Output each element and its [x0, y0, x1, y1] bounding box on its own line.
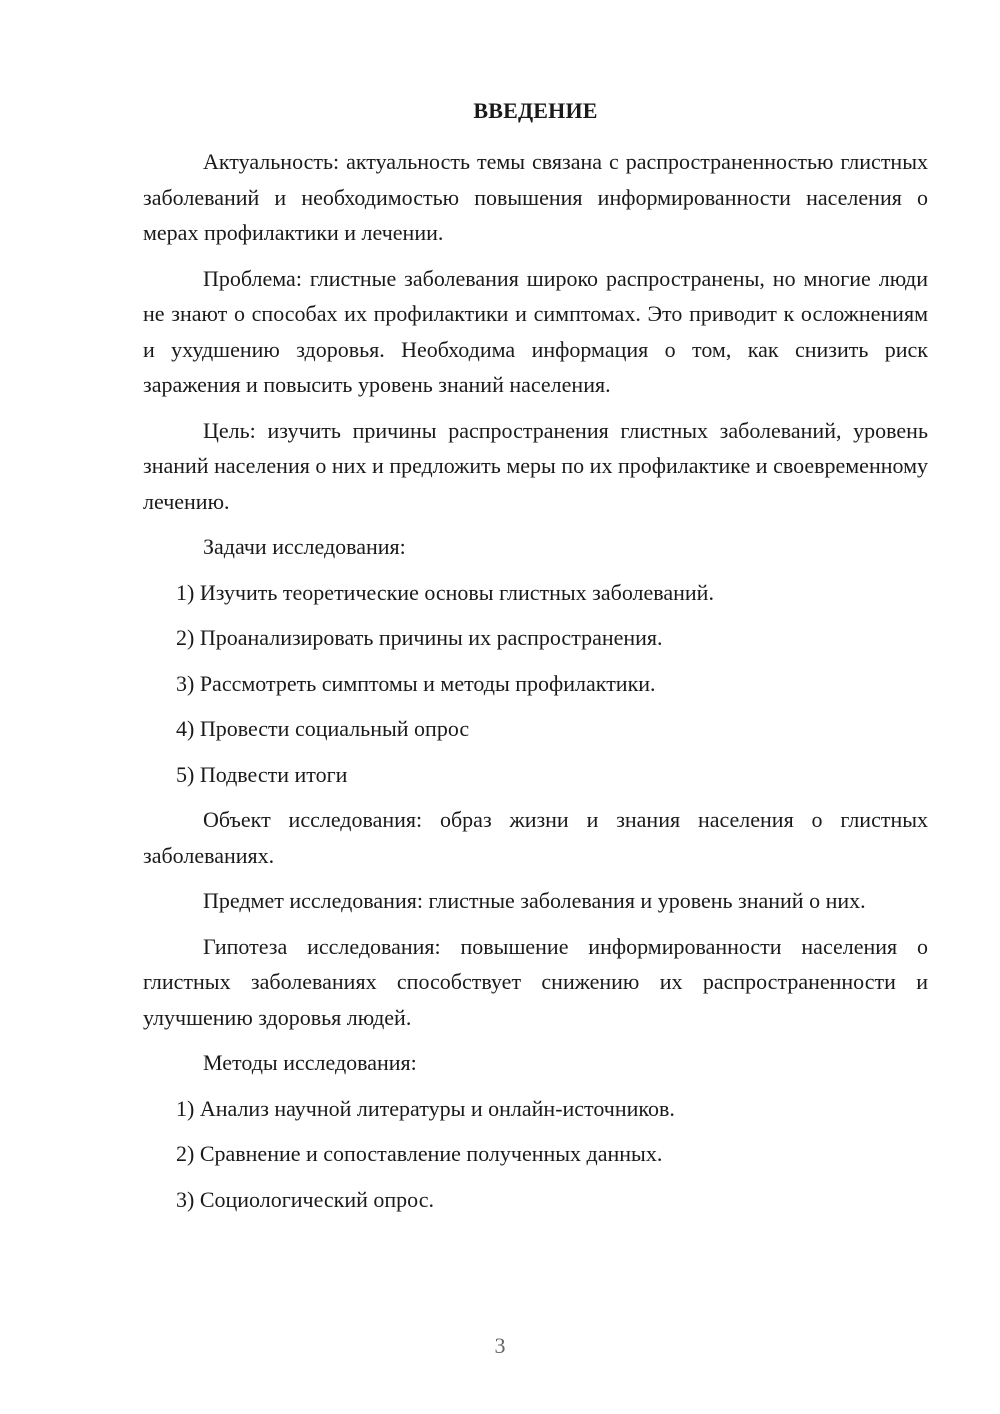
methods-label: Методы исследования:: [203, 1050, 417, 1075]
method-item: 1) Анализ научной литературы и онлайн-источников.: [176, 1095, 675, 1121]
task-item: 3) Рассмотреть симптомы и методы профилактики.: [176, 670, 656, 696]
tasks-label: Задачи исследования:: [203, 534, 406, 559]
paragraph-goal: Цель: изучить причины распространения глистных заболеваний, уровень знаний населения о них и предложить меры по их профилактике и своевременному лечению.: [143, 417, 928, 514]
page-number: 3: [494, 1333, 506, 1358]
paragraph-subject: Предмет исследования: глистные заболевания и уровень знаний о них.: [203, 888, 866, 913]
method-item: 2) Сравнение и сопоставление полученных данных.: [176, 1141, 663, 1166]
task-item: 1) Изучить теоретические основы глистных заболеваний.: [176, 579, 714, 605]
method-item: 3) Социологический опрос.: [176, 1186, 434, 1212]
paragraph-object: Объект исследования: образ жизни и знания населения о глистных заболеваниях.: [143, 807, 928, 868]
paragraph-hypothesis: Гипотеза исследования: повышение информированности населения о глистных заболеваниях способствует снижению их распространенности и улучшению здоровья людей.: [143, 933, 928, 1030]
section-title: ВВЕДЕНИЕ: [473, 98, 598, 123]
task-item: 4) Провести социальный опрос: [176, 716, 470, 741]
paragraph-problem: Проблема: глистные заболевания широко распространены, но многие люди не знают о способах их профилактики и симптомах. Это приводит к осложнениям и ухудшению здоровья. Необходима информация о том, как снизить риск заражения и повысить уровень знаний населения.: [143, 265, 928, 397]
document-page: [143, 96, 928, 1227]
task-item: 5) Подвести итоги: [176, 761, 348, 787]
task-item: 2) Проанализировать причины их распространения.: [176, 625, 663, 650]
paragraph-relevance: Актуальность: актуальность темы связана с распространенностью глистных заболеваний и необходимостью повышения информированности населения о мерах профилактики и лечении.: [143, 149, 928, 245]
